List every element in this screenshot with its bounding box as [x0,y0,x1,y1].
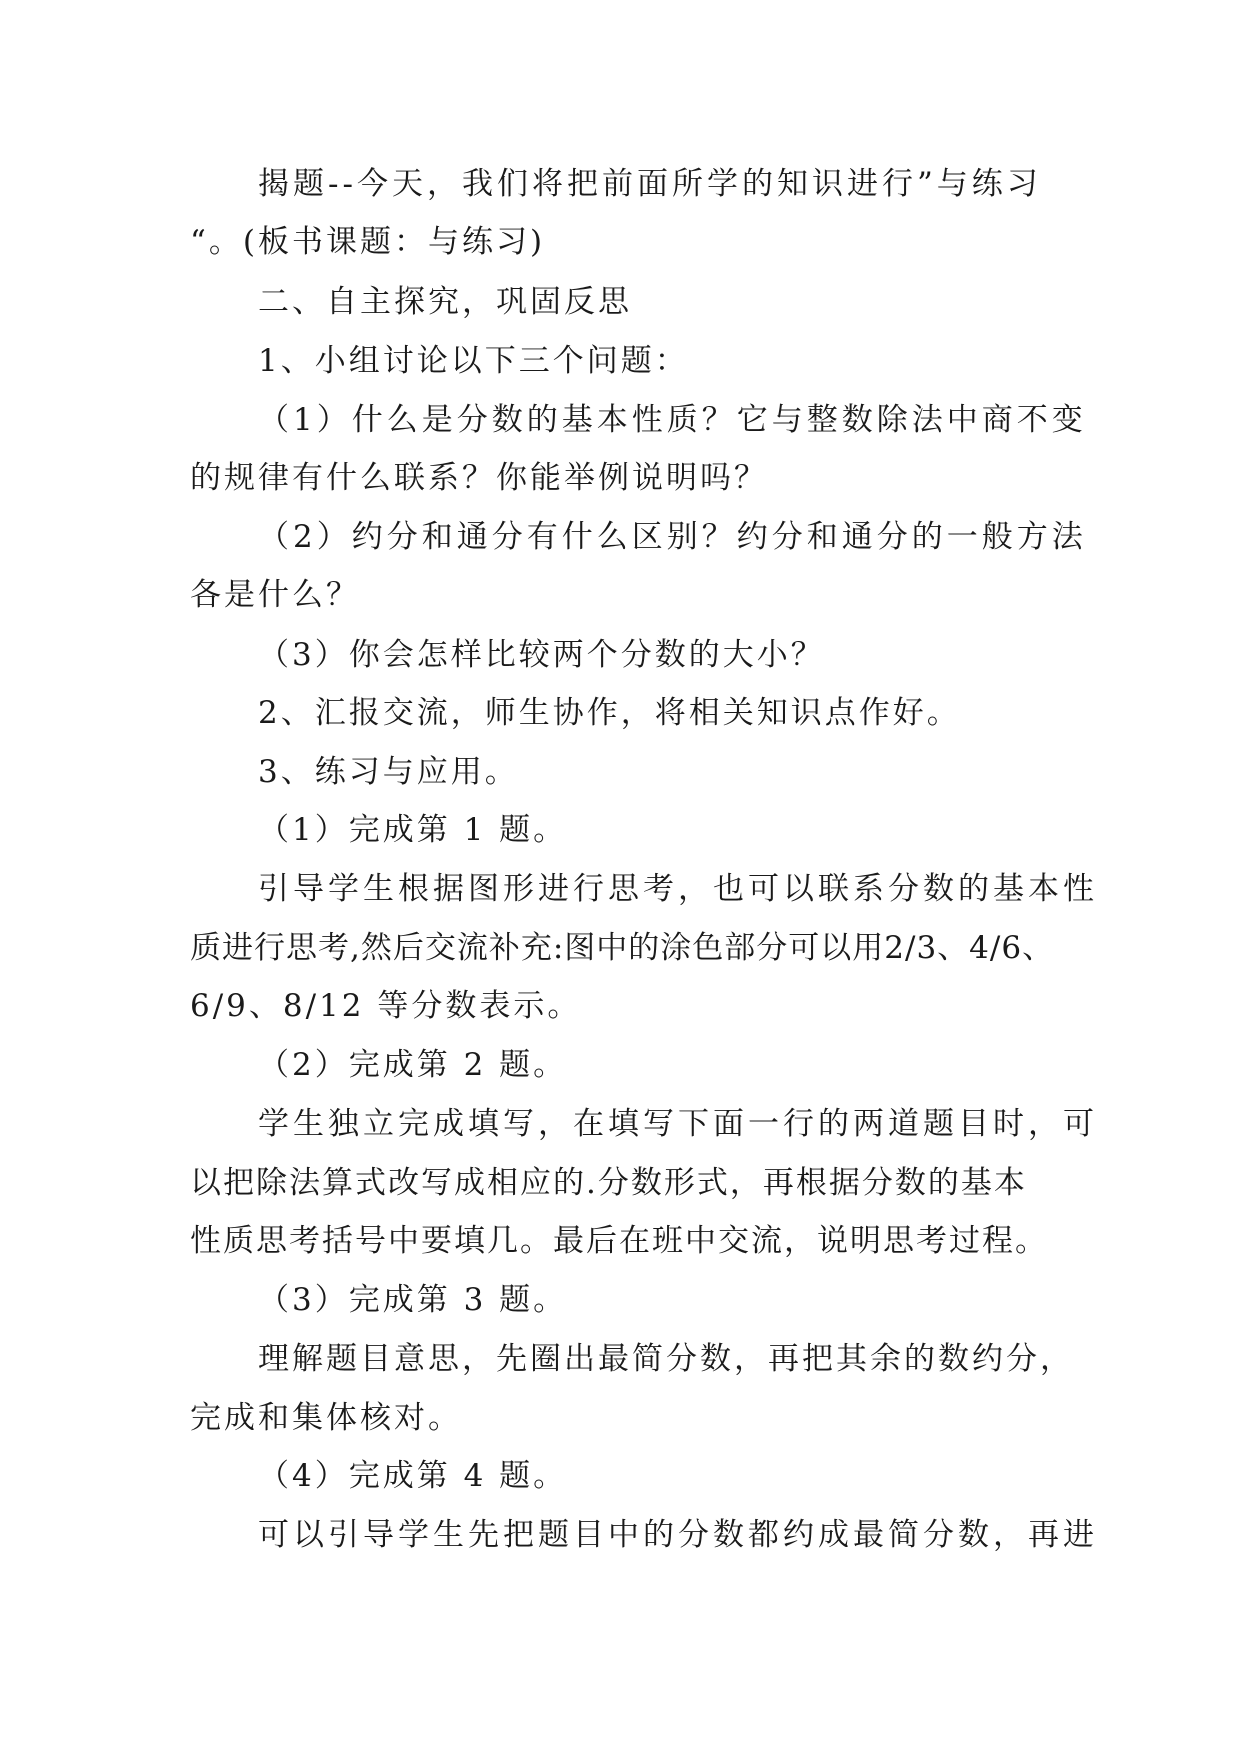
text-line: 完成和集体核对。 [190,1400,462,1436]
text-line: （1）完成第 1 题。 [258,812,568,848]
text-line: 3、练习与应用。 [258,754,519,790]
text-line: 各是什么？ [190,577,360,613]
text-line: （4）完成第 4 题。 [258,1458,568,1494]
text-line: 揭题--今天，我们将把前面所学的知识进行”与练习 [258,166,1042,202]
text-line: 质进行思考,然后交流补充:图中的涂色部分可以用2/3、4/6、 [190,930,1055,966]
text-line: 的规律有什么联系？你能举例说明吗？ [190,460,768,496]
text-line: 2、汇报交流，师生协作，将相关知识点作好。 [258,695,961,731]
text-line: 以把除法算式改写成相应的.分数形式，再根据分数的基本 [190,1165,1027,1201]
text-line: （1）什么是分数的基本性质？它与整数除法中商不变 [258,402,1087,438]
text-line: （3）你会怎样比较两个分数的大小？ [258,637,825,673]
text-line: 理解题目意思，先圈出最简分数，再把其余的数约分， [258,1341,1074,1377]
text-line: 1、小组讨论以下三个问题： [258,343,689,379]
text-line: “。(板书课题：与练习) [190,224,546,260]
text-line: 引导学生根据图形进行思考，也可以联系分数的基本性 [258,871,1098,907]
text-line: （2）约分和通分有什么区别？约分和通分的一般方法 [258,519,1087,555]
text-line: 6/9、8/12 等分数表示。 [190,988,582,1024]
text-line: （3）完成第 3 题。 [258,1282,568,1318]
text-line: 学生独立完成填写，在填写下面一行的两道题目时，可 [258,1106,1098,1142]
section-heading: 二、自主探究，巩固反思 [258,284,632,320]
text-line: （2）完成第 2 题。 [258,1047,568,1083]
text-line: 性质思考括号中要填几。最后在班中交流，说明思考过程。 [190,1223,1048,1259]
text-line: 可以引导学生先把题目中的分数都约成最简分数，再进 [258,1517,1098,1553]
